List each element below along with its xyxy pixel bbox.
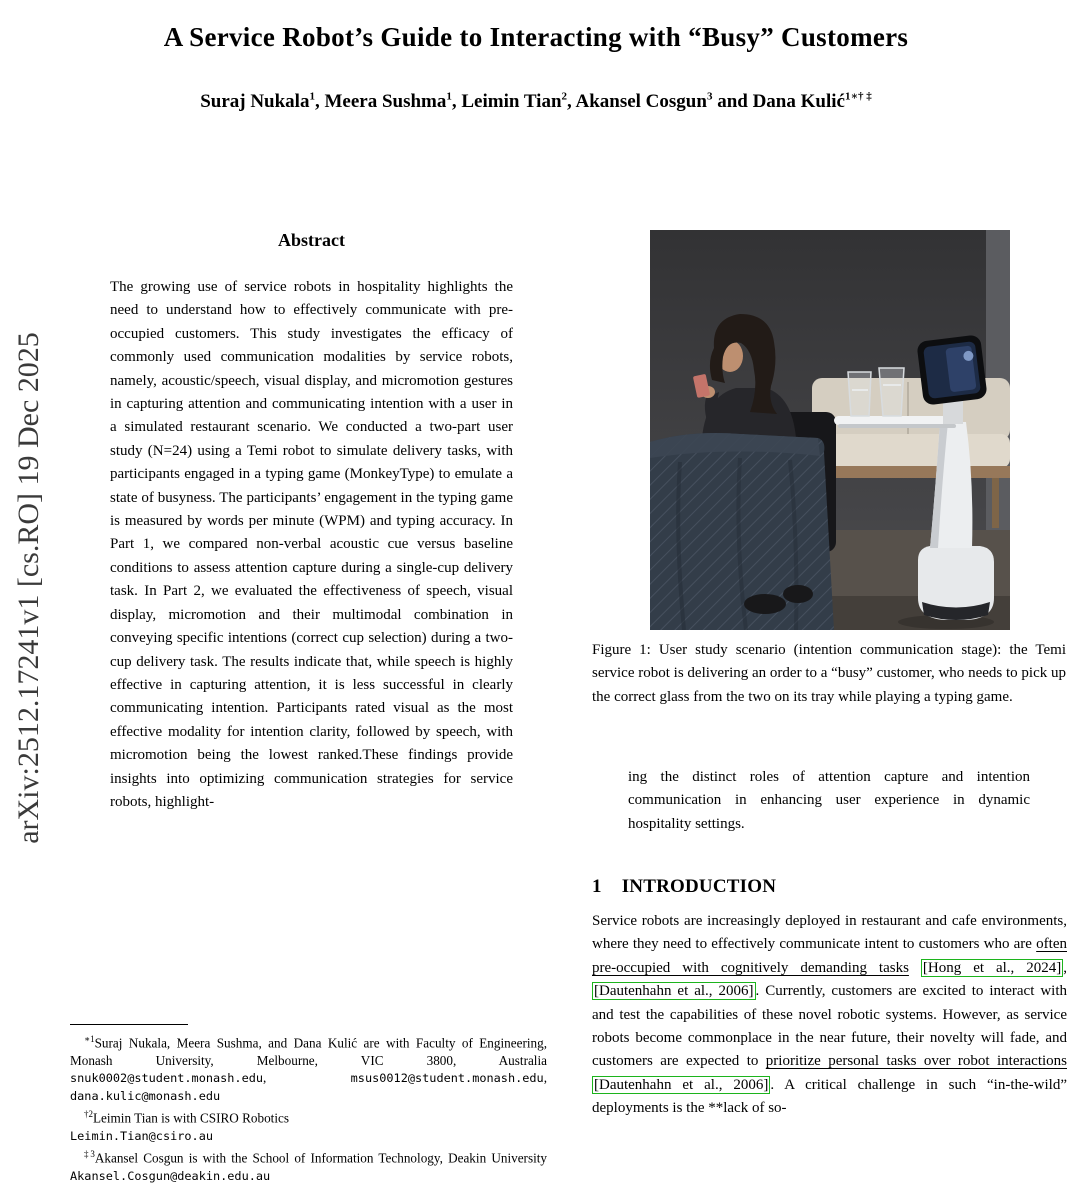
figure-caption: Figure 1: User study scenario (intention communication stage): the Temi service robot is delivering an order to a “busy” customer, who needs to pick up the correct glass from the two on its tray while playing a typing game. xyxy=(592,642,1066,705)
footnote-3: $^{\ddagger 3}$Akansel Cosgun is with the School of Information Technology, Deakin University Akansel.Cosgun@deakin.edu.au xyxy=(70,1149,548,1183)
citation-link[interactable]: [Dautenhahn et al., 2006] xyxy=(594,983,754,1000)
citation-link[interactable]: [Dautenhahn et al., 2006] xyxy=(594,1076,769,1093)
robot-screen xyxy=(916,334,987,405)
footnote-2: $^{\dagger 2}$Leimin Tian is with CSIRO Robotics Leimin.Tian@csiro.au xyxy=(70,1109,289,1143)
abstract-text: The growing use of service robots in hospitality highlights the need to understand how to effectively communicate with pre-occupied customers. This study investigates the efficacy of commonly used communication modalities by service robots, namely, acoustic/speech, visual display, and micromotion gestures in capturing attention and communicating intention with a user in a simulated restaurant scenario. We conducted a two-part user study (N=24) using a Temi robot to simulate delivery tasks, with participants engaged in a typing game (MonkeyType) to emulate a state of busyness. The participants’ engagement in the typing game is measured by words per minute (WPM) and typing accuracy. In Part 1, we compared non-verbal acoustic cue versus baseline conditions to assess attention capture during a single-cup delivery task. In Part 2, we evaluated the effectiveness of speech, visual display, micromotion and their multimodal combination in conveying specific intentions (correct cup selection) during a two-cup delivery task. The results indicate that, while speech is highly effective in capturing attention, it is less successful in clearly communicating intention. Participants rated visual as the most effective modality for intention clarity, followed by speech, with micromotion being the lowest ranked.These findings provide insights into optimizing communication strategies for service robots, highlight- xyxy=(110,279,513,810)
author-3: , Leimin Tian$^2$ xyxy=(451,91,568,113)
section-number: 1 xyxy=(592,876,602,897)
footnote-rule xyxy=(70,1024,188,1025)
author-5: and Dana Kulić$^{1∗\dagger \ddagger}$ xyxy=(712,91,872,113)
author-4: , Akansel Cosgun$^3$ xyxy=(567,91,713,113)
abstract-heading: Abstract xyxy=(278,230,345,250)
intro-paragraph: Service robots are increasingly deployed in restaurant and cafe environments, where they need to effectively communicate intent to customers who are often pre-occupied with cognitively demanding tasks [Hong et al., 2024] , [Dautenhahn et al., 2006] . Currently, customers are excited to interact with and test the capabilities of these novel robotic systems. However, as service robots become commonplace in the near future, their novelty will fade, and customers are expected to prioritize personal tasks over robot interactions [Dautenhahn et al., 2006] . A critical challenge in such “in-the-wild” deployments is the **lack of so- xyxy=(592,913,1068,1117)
author-3-affiliation-mark: 2 xyxy=(561,91,568,103)
section-title: INTRODUCTION xyxy=(621,876,777,897)
author-1: Suraj Nukala$^1$ xyxy=(200,91,315,113)
author-4-affiliation-mark: 3 xyxy=(706,91,713,103)
author-1-affiliation-mark: 1 xyxy=(309,91,315,103)
footnote-1: $^{∗1}$Suraj Nukala, Meera Sushma, and Dana Kulić are with Faculty of Engineering, Monash University, Melbourne, VIC 3800, Australia snuk0002@student.monash.edu, msus0012@student.monash.edu, dana.kulic@monash.edu xyxy=(70,1034,547,1103)
author-line xyxy=(0,90,1072,113)
figure1 xyxy=(650,230,1010,630)
abstract-continuation: ing the distinct roles of attention capture and intention communication in enhancing user experience in dynamic hospitality settings. xyxy=(628,769,1030,832)
robot-tray xyxy=(834,416,960,425)
author-5-affiliation-mark: 1∗† ‡ xyxy=(844,91,872,103)
figure1-photo xyxy=(650,230,1010,630)
author-2-affiliation-mark: 1 xyxy=(446,91,452,103)
arxiv-watermark: arXiv:2512.17241v1 [cs.RO] 19 Dec 2025 xyxy=(12,332,45,844)
footnotes xyxy=(70,1031,547,1186)
paper-title: A Service Robot’s Guide to Interacting with “Busy” Customers xyxy=(163,22,909,53)
section-1-heading xyxy=(592,876,776,898)
citation-link[interactable]: [Hong et al., 2024] xyxy=(922,959,1062,976)
author-2: , Meera Sushma$^1$ xyxy=(314,91,452,113)
